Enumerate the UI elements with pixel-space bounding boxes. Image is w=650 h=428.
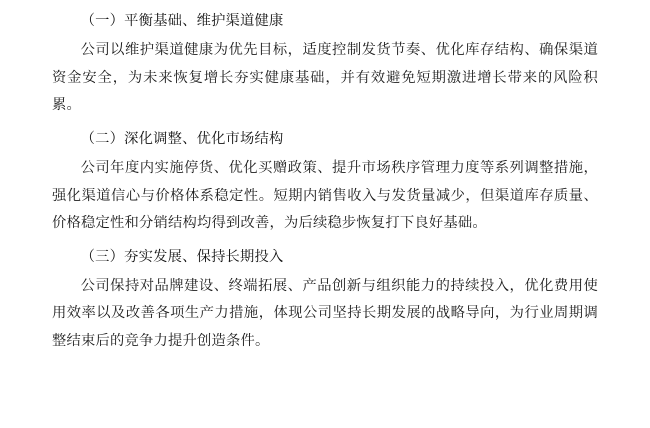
- section-paragraph: 公司保持对品牌建设、终端拓展、产品创新与组织能力的持续投入，优化费用使用效率以及改善各项生产力措施，体现公司坚持长期发展的战略导向，为行业周期调整结束后的竞争力提升创造条件。: [52, 277, 598, 349]
- section-heading: （一）平衡基础、维护渠道健康: [80, 13, 284, 29]
- section-paragraph: 公司以维护渠道健康为优先目标，适度控制发货节奏、优化库存结构、确保渠道资金安全，为未来恢复增长夯实健康基础，并有效避免短期激进增长带来的风险积累。: [52, 42, 598, 114]
- document-section: [52, 244, 598, 356]
- section-heading: （二）深化调整、优化市场结构: [80, 130, 284, 147]
- document-body: [52, 8, 598, 355]
- section-heading: （三）夯实发展、保持长期投入: [80, 248, 284, 265]
- document-section: [52, 126, 598, 238]
- document-section: [52, 8, 598, 120]
- section-paragraph: 公司年度内实施停货、优化买赠政策、提升市场秩序管理力度等系列调整措施，强化渠道信心与价格体系稳定性。短期内销售收入与发货量减少，但渠道库存质量、价格稳定性和分销结构均得到改善，为后续稳步恢复打下良好基础。: [52, 160, 598, 232]
